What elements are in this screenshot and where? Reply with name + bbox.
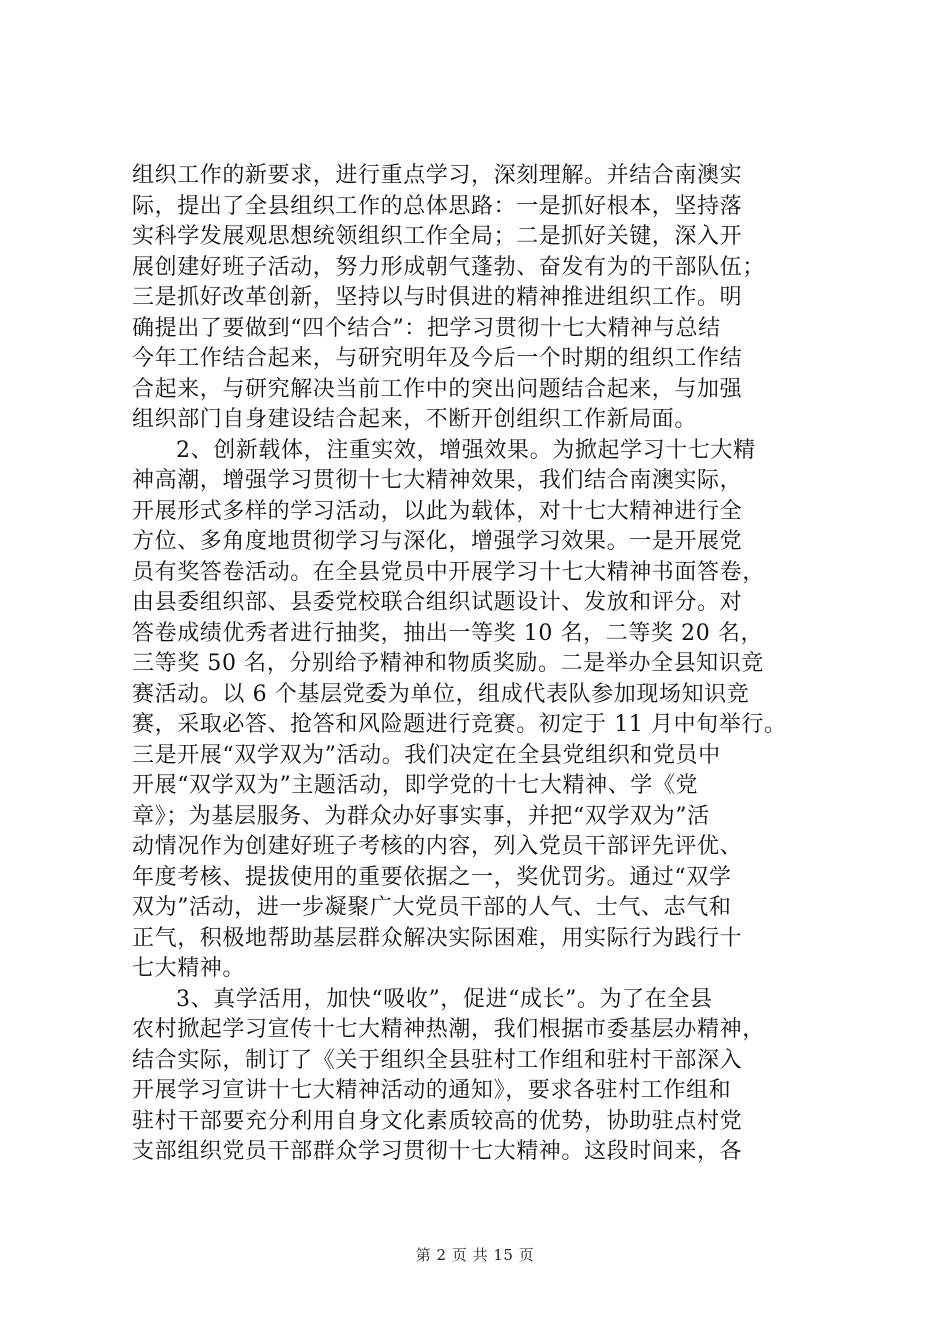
text-line: 赛，采取必答、抢答和风险题进行竞赛。初定于 11 月中旬举行。 (132, 712, 787, 737)
page-number-footer: 第 2 页 共 15 页 (415, 1246, 535, 1264)
text-line: 组织工作的新要求，进行重点学习，深刻理解。并结合南澳实 (132, 163, 743, 188)
text-line: 三是开展“双学双为”活动。我们决定在全县党组织和党员中 (132, 742, 721, 768)
text-line: 合起来，与研究解决当前工作中的突出问题结合起来，与加强 (132, 376, 743, 402)
text-line: 由县委组织部、县委党校联合组织试题设计、发放和评分。对 (132, 590, 743, 615)
text-line: 正气，积极地帮助基层群众解决实际困难，用实际行为践行十 (132, 925, 743, 951)
text-line: 确提出了要做到“四个结合”：把学习贯彻十七大精神与总结 (132, 315, 721, 341)
text-line: 三是抓好改革创新，坚持以与时俱进的精神推进组织工作。明 (132, 285, 743, 310)
text-line: 结合实际，制订了《关于组织全县驻村工作组和驻村干部深入 (132, 1047, 743, 1073)
text-line: 展创建好班子活动，努力形成朝气蓬勃、奋发有为的干部队伍； (132, 254, 765, 280)
text-line: 组织部门自身建设结合起来，不断开创组织工作新局面。 (132, 407, 698, 432)
text-line: 支部组织党员干部群众学习贯彻十七大精神。这段时间来，各 (132, 1139, 743, 1164)
text-line: 农村掀起学习宣传十七大精神热潮，我们根据市委基层办精神， (132, 1017, 765, 1042)
text-line: 开展“双学双为”主题活动，即学党的十七大精神、学《党 (132, 773, 699, 798)
text-line: 今年工作结合起来，与研究明年及今后一个时期的组织工作结 (132, 346, 743, 371)
text-line: 际，提出了全县组织工作的总体思路：一是抓好根本，坚持落 (132, 193, 743, 219)
text-line: 赛活动。以 6 个基层党委为单位，组成代表队参加现场知识竞 (132, 681, 750, 707)
paragraph-start-line: 3、真学活用，加快“吸收”，促进“成长”。为了在全县 (176, 986, 713, 1012)
text-line: 驻村干部要充分利用自身文化素质较高的优势，协助驻点村党 (132, 1108, 743, 1134)
text-line: 开展学习宣讲十七大精神活动的通知》，要求各驻村工作组和 (132, 1078, 732, 1103)
document-body (132, 161, 832, 1168)
text-line: 答卷成绩优秀者进行抽奖，抽出一等奖 10 名，二等奖 20 名， (132, 620, 764, 646)
text-line: 三等奖 50 名，分别给予精神和物质奖励。二是举办全县知识竞 (132, 651, 764, 676)
text-line: 双为”活动，进一步凝聚广大党员干部的人气、士气、志气和 (132, 895, 732, 920)
text-line: 七大精神。 (132, 956, 246, 981)
text-line: 方位、多角度地贯彻学习与深化，增强学习效果。一是开展党 (132, 529, 743, 554)
text-line: 章》；为基层服务、为群众办好事实事，并把“双学双为”活 (132, 803, 710, 829)
text-line: 神高潮，增强学习贯彻十七大精神效果，我们结合南澳实际， (132, 468, 743, 493)
text-line: 开展形式多样的学习活动，以此为载体，对十七大精神进行全 (132, 498, 743, 524)
paragraph-start-line: 2、创新载体，注重实效，增强效果。为掀起学习十七大精 (176, 437, 756, 463)
text-line: 动情况作为创建好班子考核的内容，列入党员干部评先评优、 (132, 834, 743, 859)
text-line: 实科学发展观思想统领组织工作全局；二是抓好关键，深入开 (132, 224, 743, 249)
text-line: 年度考核、提拔使用的重要依据之一，奖优罚劣。通过“双学 (132, 864, 732, 890)
text-line: 员有奖答卷活动。在全县党员中开展学习十七大精神书面答卷， (132, 559, 765, 585)
